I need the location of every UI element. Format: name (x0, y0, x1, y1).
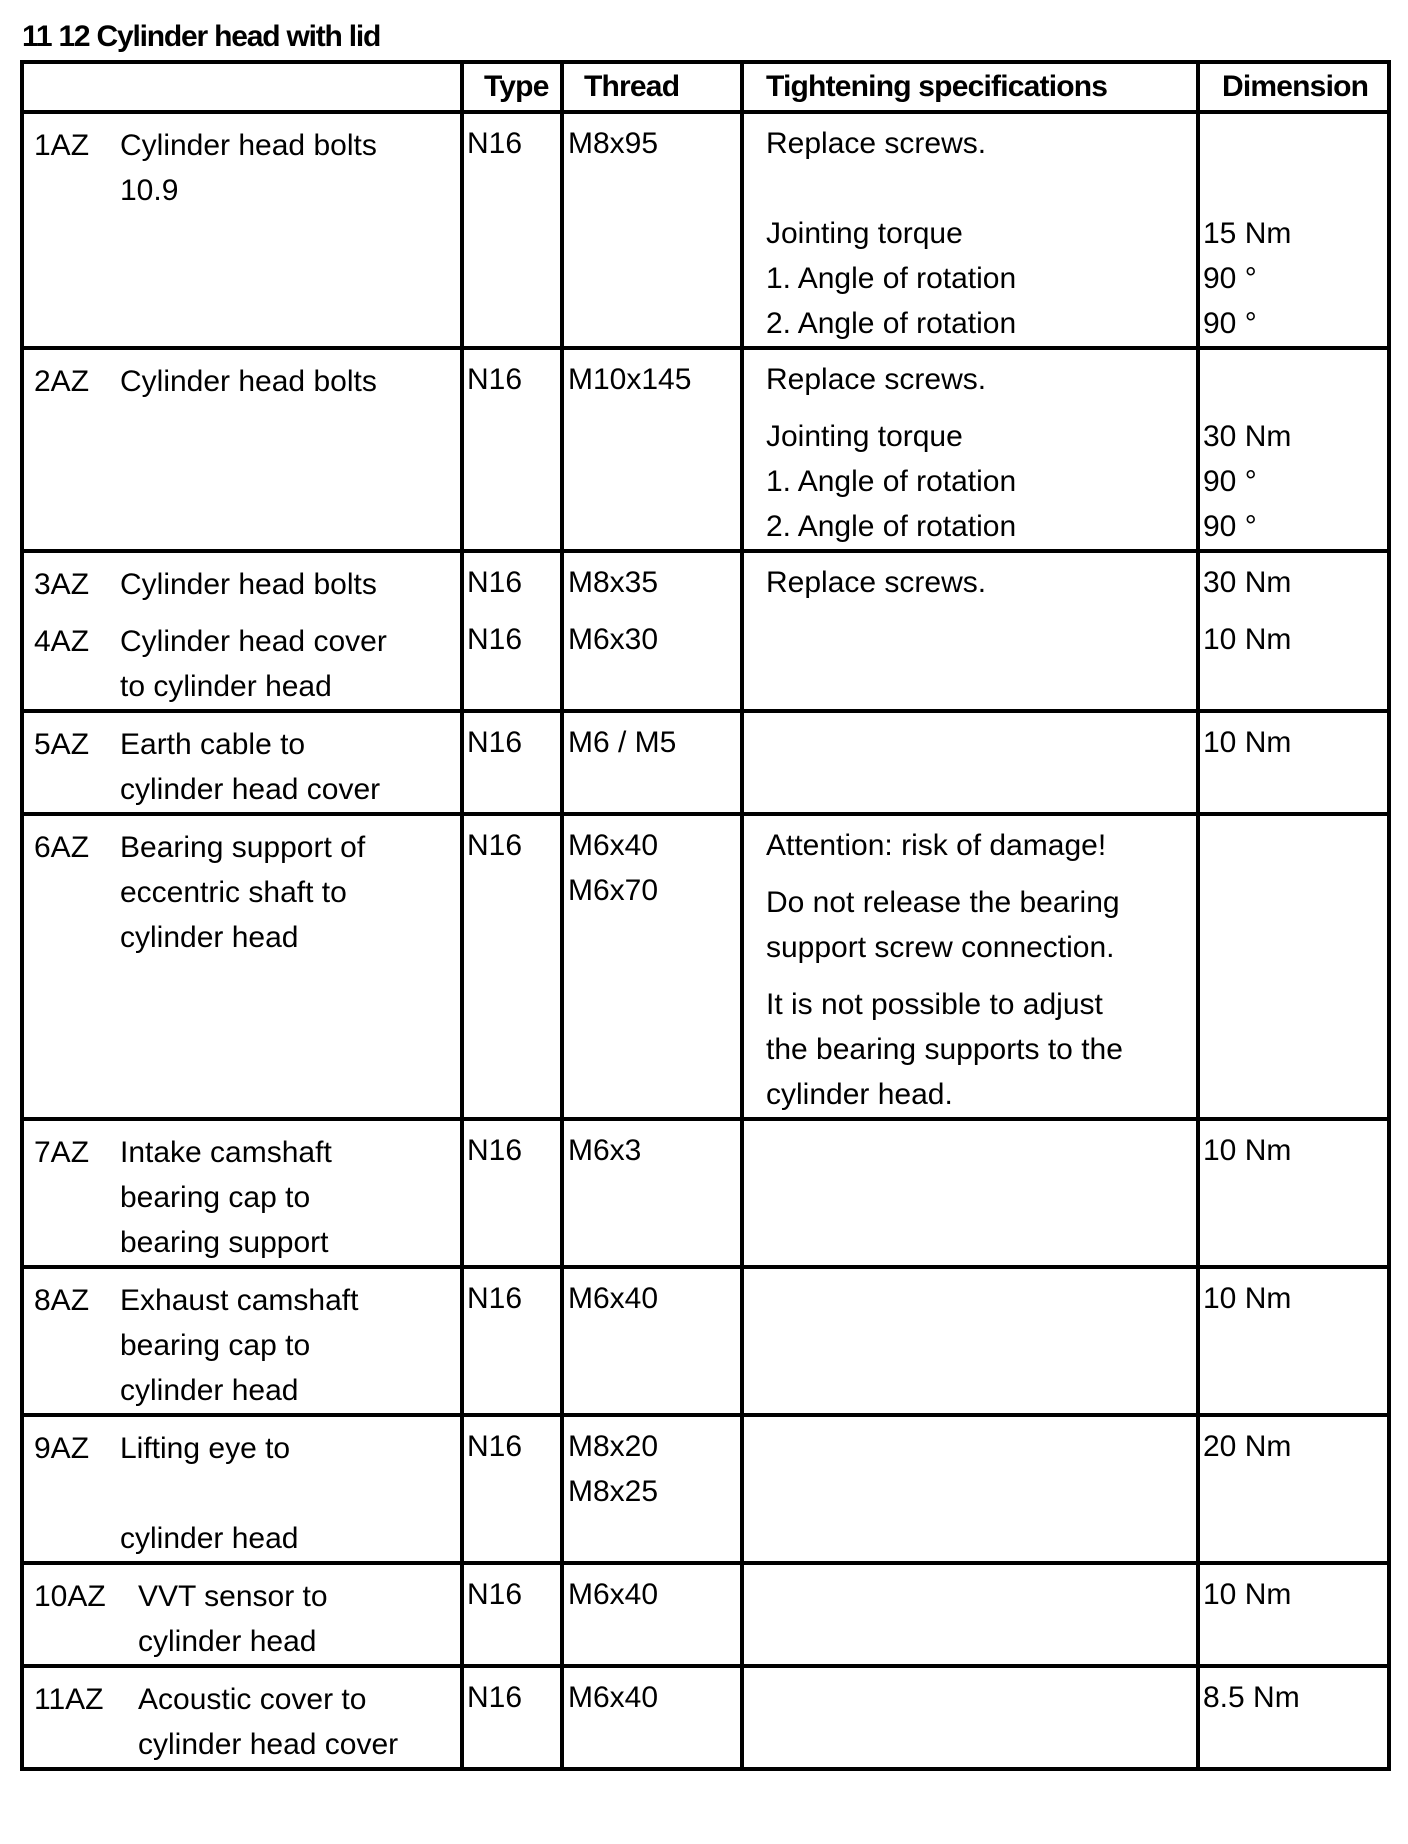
header-type: Type (462, 62, 562, 112)
cell-line: Replace screws. (766, 363, 987, 396)
cell-line: 10 Nm (1203, 1282, 1292, 1315)
cell-line: 90 ° (1203, 307, 1257, 340)
thread-cell (562, 348, 742, 551)
part-description (138, 1677, 460, 1767)
blank-line (120, 1471, 460, 1516)
cell-line: 20 Nm (1203, 1430, 1292, 1463)
part-code: 10AZ (34, 1580, 106, 1613)
tightening-cell (742, 1415, 1198, 1563)
dimension-cell (1198, 551, 1389, 711)
cell-line: 15 Nm (1203, 217, 1292, 250)
part-code: 8AZ (34, 1284, 90, 1317)
table-row (22, 112, 1389, 348)
cell-line: Jointing torque (766, 420, 963, 453)
part-description (120, 1426, 460, 1561)
part-cell (22, 551, 462, 711)
cell-line: cylinder head cover (120, 773, 381, 806)
cell-line: 10.9 (120, 174, 179, 207)
part-code: 1AZ (34, 129, 90, 162)
cell-line: 2. Angle of rotation (766, 510, 1017, 543)
part-cell (22, 711, 462, 814)
cell-line: Lifting eye to (120, 1432, 291, 1465)
cell-line: M6x70 (568, 874, 659, 907)
spacer (766, 402, 1196, 414)
blank-line (766, 166, 1196, 211)
dimension-cell (1198, 711, 1389, 814)
part-cell (22, 1563, 462, 1666)
thread-cell (562, 551, 742, 711)
cell-line: 90 ° (1203, 262, 1257, 295)
cell-line: to cylinder head (120, 670, 332, 703)
cell-line: Replace screws. (766, 566, 987, 599)
part-entry (34, 825, 460, 960)
part-entry (34, 722, 460, 812)
cell-line: M6 / M5 (568, 726, 677, 759)
part-description (120, 359, 460, 404)
cell-line: N16 (467, 1282, 523, 1315)
cell-line: N16 (467, 566, 523, 599)
part-cell (22, 1119, 462, 1267)
cell-line: 2. Angle of rotation (766, 307, 1017, 340)
header-tightening: Tightening specifications (742, 62, 1198, 112)
cell-line: 30 Nm (1203, 566, 1292, 599)
cell-line: N16 (467, 127, 523, 160)
part-code: 2AZ (34, 365, 90, 398)
dimension-cell (1198, 348, 1389, 551)
spacer (1203, 402, 1387, 414)
cell-line: N16 (467, 623, 523, 656)
part-description (138, 1574, 460, 1664)
cell-line: Earth cable to (120, 728, 306, 761)
part-code: 4AZ (34, 625, 90, 658)
cell-line: Replace screws. (766, 127, 987, 160)
tightening-cell (742, 112, 1198, 348)
thread-cell (562, 1563, 742, 1666)
table-row (22, 711, 1389, 814)
part-description (120, 1278, 460, 1413)
dimension-cell (1198, 1563, 1389, 1666)
part-description (120, 619, 460, 709)
table-row (22, 814, 1389, 1119)
tightening-cell (742, 1666, 1198, 1769)
part-cell (22, 1267, 462, 1415)
cell-line: bearing cap to (120, 1181, 311, 1214)
cell-line: M6x40 (568, 1578, 659, 1611)
type-cell (462, 1666, 562, 1769)
part-entry (34, 1130, 460, 1265)
table-row (22, 1563, 1389, 1666)
cell-line: cylinder head. (766, 1078, 953, 1111)
tightening-cell (742, 348, 1198, 551)
part-cell (22, 112, 462, 348)
cell-line: M6x40 (568, 1282, 659, 1315)
cell-line: M8x95 (568, 127, 659, 160)
part-code: 7AZ (34, 1136, 90, 1169)
part-code: 3AZ (34, 568, 90, 601)
part-entry (34, 562, 460, 607)
cell-line: N16 (467, 1134, 523, 1167)
header-row (22, 62, 1389, 112)
cell-line: the bearing supports to the (766, 1033, 1123, 1066)
cell-line: 10 Nm (1203, 1578, 1292, 1611)
part-description (120, 722, 460, 812)
cell-line: N16 (467, 1578, 523, 1611)
part-description (120, 562, 460, 607)
cell-line: M10x145 (568, 363, 692, 396)
cell-line: 10 Nm (1203, 1134, 1292, 1167)
cell-line: 90 ° (1203, 510, 1257, 543)
spacer (568, 605, 740, 617)
cell-line: M6x40 (568, 829, 659, 862)
cell-line: N16 (467, 363, 523, 396)
table-row (22, 1415, 1389, 1563)
table-row (22, 1267, 1389, 1415)
cell-line: N16 (467, 829, 523, 862)
spacer (467, 605, 560, 617)
cell-line: 10 Nm (1203, 726, 1292, 759)
thread-cell (562, 1119, 742, 1267)
type-cell (462, 814, 562, 1119)
tightening-spec-table (20, 60, 1391, 1771)
part-entry (34, 1677, 460, 1767)
table-row (22, 348, 1389, 551)
cell-line: 30 Nm (1203, 420, 1292, 453)
tightening-cell (742, 1267, 1198, 1415)
spacer (1203, 605, 1387, 617)
table-row (22, 1666, 1389, 1769)
cell-line: cylinder head (120, 1374, 299, 1407)
part-description (120, 1130, 460, 1265)
cell-line: support screw connection. (766, 931, 1115, 964)
cell-line: 10 Nm (1203, 623, 1292, 656)
thread-cell (562, 814, 742, 1119)
dimension-cell (1198, 1666, 1389, 1769)
cell-line: 1. Angle of rotation (766, 262, 1017, 295)
dimension-cell (1198, 1119, 1389, 1267)
cell-line: Do not release the bearing (766, 886, 1120, 919)
part-entry (34, 359, 460, 404)
cell-line: M6x30 (568, 623, 659, 656)
cell-line: N16 (467, 726, 523, 759)
tightening-cell (742, 1563, 1198, 1666)
type-cell (462, 1563, 562, 1666)
table-row (22, 551, 1389, 711)
dimension-cell (1198, 1267, 1389, 1415)
dimension-cell (1198, 112, 1389, 348)
part-code: 11AZ (34, 1683, 104, 1716)
blank-line (1203, 166, 1387, 211)
cell-line: Exhaust camshaft (120, 1284, 359, 1317)
cell-line: M8x35 (568, 566, 659, 599)
part-code: 9AZ (34, 1432, 90, 1465)
cell-line: 90 ° (1203, 465, 1257, 498)
type-cell (462, 348, 562, 551)
part-description (120, 825, 460, 960)
cell-line: cylinder head (120, 1522, 299, 1555)
cell-line: Cylinder head bolts (120, 568, 377, 601)
header-part (22, 62, 462, 112)
spacer (766, 868, 1196, 880)
type-cell (462, 1415, 562, 1563)
cell-line: N16 (467, 1681, 523, 1714)
thread-cell (562, 1666, 742, 1769)
type-cell (462, 1119, 562, 1267)
cell-line: M6x40 (568, 1681, 659, 1714)
part-entry (34, 123, 460, 213)
part-description (120, 123, 460, 213)
cell-line: Bearing support of (120, 831, 366, 864)
spacer (766, 970, 1196, 982)
cell-line: bearing support (120, 1226, 329, 1259)
cell-line: Acoustic cover to (138, 1683, 367, 1716)
dimension-cell (1198, 814, 1389, 1119)
tightening-cell (742, 814, 1198, 1119)
thread-cell (562, 1267, 742, 1415)
part-cell (22, 1666, 462, 1769)
cell-line: cylinder head cover (138, 1728, 399, 1761)
cell-line: Cylinder head cover (120, 625, 387, 658)
blank-line (1203, 121, 1387, 166)
part-code: 5AZ (34, 728, 90, 761)
cell-line: M8x25 (568, 1475, 659, 1508)
header-thread: Thread (562, 62, 742, 112)
cell-line: 1. Angle of rotation (766, 465, 1017, 498)
part-cell (22, 348, 462, 551)
part-entry (34, 619, 460, 709)
tightening-cell (742, 551, 1198, 711)
cell-line: Cylinder head bolts (120, 129, 377, 162)
type-cell (462, 711, 562, 814)
cell-line: Jointing torque (766, 217, 963, 250)
tightening-cell (742, 1119, 1198, 1267)
cell-line: cylinder head (120, 921, 299, 954)
header-dimension: Dimension (1198, 62, 1389, 112)
tightening-cell (742, 711, 1198, 814)
table-row (22, 1119, 1389, 1267)
part-cell (22, 814, 462, 1119)
cell-line: cylinder head (138, 1625, 317, 1658)
page-title: 11 12 Cylinder head with lid (22, 20, 381, 53)
cell-line: 8.5 Nm (1203, 1681, 1300, 1714)
spacer (34, 607, 460, 619)
thread-cell (562, 112, 742, 348)
type-cell (462, 1267, 562, 1415)
cell-line: M8x20 (568, 1430, 659, 1463)
part-entry (34, 1426, 460, 1561)
cell-line: Intake camshaft (120, 1136, 332, 1169)
cell-line: Cylinder head bolts (120, 365, 377, 398)
cell-line: VVT sensor to (138, 1580, 328, 1613)
part-code: 6AZ (34, 831, 90, 864)
type-cell (462, 112, 562, 348)
part-cell (22, 1415, 462, 1563)
cell-line: M6x3 (568, 1134, 642, 1167)
cell-line: bearing cap to (120, 1329, 311, 1362)
part-entry (34, 1574, 460, 1664)
thread-cell (562, 711, 742, 814)
part-entry (34, 1278, 460, 1413)
cell-line: eccentric shaft to (120, 876, 347, 909)
blank-line (1203, 357, 1387, 402)
cell-line: Attention: risk of damage! (766, 829, 1107, 862)
thread-cell (562, 1415, 742, 1563)
dimension-cell (1198, 1415, 1389, 1563)
type-cell (462, 551, 562, 711)
cell-line: It is not possible to adjust (766, 988, 1103, 1021)
cell-line: N16 (467, 1430, 523, 1463)
